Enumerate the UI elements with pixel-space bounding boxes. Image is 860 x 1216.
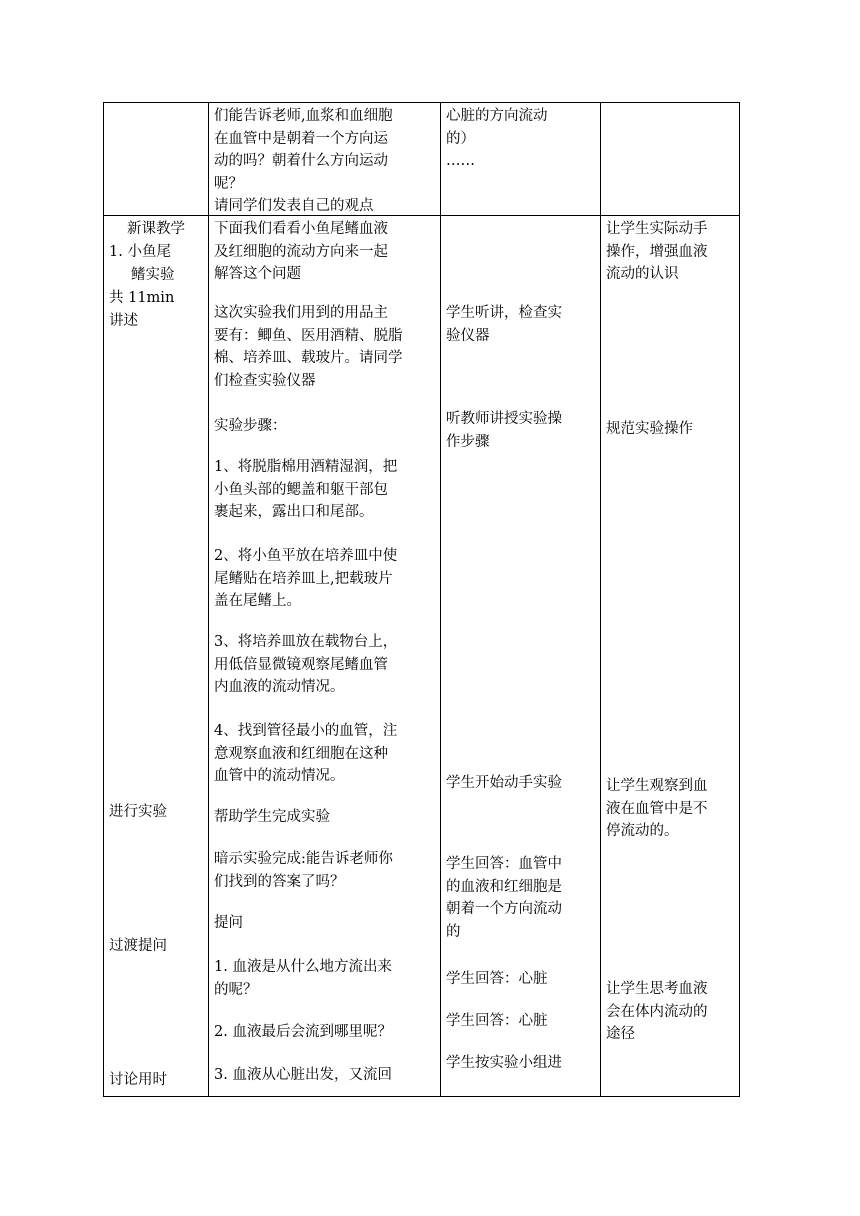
text-line: 液在血管中是不: [606, 800, 708, 817]
text-line: 途径: [606, 1026, 635, 1042]
text-line: 让学生思考血液: [606, 981, 708, 997]
group-discuss-text: 学生按实验小组进: [446, 1055, 562, 1071]
text-line: 让学生观察到血: [606, 778, 708, 794]
text-line: 听教师讲授实验操: [446, 411, 562, 427]
duration-text: 共 11min: [109, 290, 175, 306]
item-title-cont: 鳍实验: [131, 267, 175, 283]
text-line: 动的吗？朝着什么方向运动: [214, 153, 388, 169]
step-1: [214, 456, 435, 524]
materials-paragraph: [214, 302, 435, 392]
text-line: 用低倍显微镜观察尾鳍血管: [214, 656, 388, 673]
text-line: 2、将小鱼平放在培养皿中使: [214, 548, 398, 564]
intro-paragraph: [214, 218, 435, 286]
question-title: 提问: [214, 915, 243, 931]
text-line: 暗示实验完成:能告诉老师你: [214, 851, 393, 867]
text-line: 让学生实际动手: [606, 221, 708, 237]
text-line: 呢？: [214, 175, 243, 192]
step-4: [214, 720, 435, 788]
row2-teacher-cell: [209, 216, 441, 1097]
text-line: 3、将培养皿放在载物台上，: [214, 634, 398, 650]
text-line: 的: [446, 923, 461, 940]
text-line: 意观察血液和红细胞在这种: [214, 745, 388, 762]
listen-steps-text: [446, 408, 595, 453]
section-title: 新课教学: [127, 221, 185, 237]
start-experiment-text: 学生开始动手实验: [446, 775, 562, 791]
text-line: 小鱼头部的鳃盖和躯干部包: [214, 481, 388, 498]
table-row: [104, 103, 740, 216]
stage-discussion: 讨论用时: [109, 1072, 167, 1088]
text-line: 的血液和红细胞是: [446, 878, 562, 895]
steps-title: 实验步骤：: [214, 418, 287, 434]
text-line: 1、将脱脂棉用酒精湿润，把: [214, 459, 398, 475]
text-line: ……: [446, 153, 475, 169]
text-line: 们找到的答案了吗？: [214, 873, 345, 890]
purpose-observe: [606, 775, 734, 843]
answer-heart-1: 学生回答：心脏: [446, 971, 548, 987]
text-line: 们检查实验仪器: [214, 372, 316, 389]
row1-teacher-cell: [209, 103, 441, 216]
stage-experiment: 进行实验: [109, 804, 167, 820]
method-text: 讲述: [109, 313, 138, 329]
text-line: 尾鳍贴在培养皿上,把载玻片: [214, 570, 393, 587]
text-line: 裹起来，露出口和尾部。: [214, 504, 374, 520]
text-line: 操作，增强血液: [606, 243, 708, 260]
stage-transition: 过渡提问: [109, 938, 167, 954]
answer-heart-2: 学生回答：心脏: [446, 1013, 548, 1029]
lesson-plan-table: [103, 102, 740, 1097]
text-line: 下面我们看看小鱼尾鳍血液: [214, 221, 388, 237]
text-line: 会在体内流动的: [606, 1003, 708, 1020]
hint-paragraph: [214, 848, 435, 893]
text-line: 及红细胞的流动方向来一起: [214, 243, 388, 260]
text-line: 血管中的流动情况。: [214, 768, 345, 784]
text-line: 验仪器: [446, 327, 490, 344]
row1-purpose-cell: [601, 103, 740, 216]
text-line: 要有：鲫鱼、医用酒精、脱脂: [214, 327, 403, 344]
text-line: 这次实验我们用到的用品主: [214, 305, 388, 321]
text-line: 流动的认识: [606, 266, 679, 282]
row2-student-cell: [441, 216, 601, 1097]
text-line: 请同学们发表自己的观点: [214, 198, 374, 214]
row2-stage-cell: [104, 216, 209, 1097]
step-3: [214, 631, 435, 699]
text-line: 内血液的流动情况。: [214, 679, 345, 695]
text-line: 作步骤: [446, 433, 490, 450]
listen-check-text: [446, 302, 595, 347]
step-2: [214, 545, 435, 613]
question-1: [214, 956, 435, 1001]
text-line: 在血管中是朝着一个方向运: [214, 130, 388, 147]
text-line: 1. 血液是从什么地方流出来: [214, 959, 392, 975]
question-2: 2. 血液最后会流到哪里呢？: [214, 1024, 392, 1040]
text-line: 的呢？: [214, 981, 258, 998]
help-text: 帮助学生完成实验: [214, 809, 330, 825]
text-line: 朝着一个方向流动: [446, 901, 562, 917]
purpose-think: [606, 978, 734, 1046]
row1-stage-cell: [104, 103, 209, 216]
table-row: [104, 216, 740, 1097]
text-line: 学生听讲，检查实: [446, 305, 562, 321]
text-line: 解答这个问题: [214, 266, 301, 282]
text-line: 学生回答：血管中: [446, 856, 562, 872]
row2-purpose-cell: [601, 216, 740, 1097]
text-line: 们能告诉老师,血浆和血细胞: [214, 108, 393, 124]
answer-direction-text: [446, 853, 595, 943]
text-line: 的）: [446, 130, 475, 147]
text-line: 心脏的方向流动: [446, 108, 548, 124]
text-line: 4、找到管径最小的血管，注: [214, 723, 398, 739]
text-line: 棉、培养皿、载玻片。请同学: [214, 350, 403, 366]
text-line: 盖在尾鳍上。: [214, 593, 301, 609]
text-line: 停流动的。: [606, 823, 679, 839]
item-title: 1. 小鱼尾: [109, 244, 171, 260]
purpose-hands-on: [606, 218, 734, 286]
row1-student-cell: [441, 103, 601, 216]
question-3: 3. 血液从心脏出发，又流回: [214, 1067, 392, 1083]
purpose-standard: 规范实验操作: [606, 421, 693, 437]
